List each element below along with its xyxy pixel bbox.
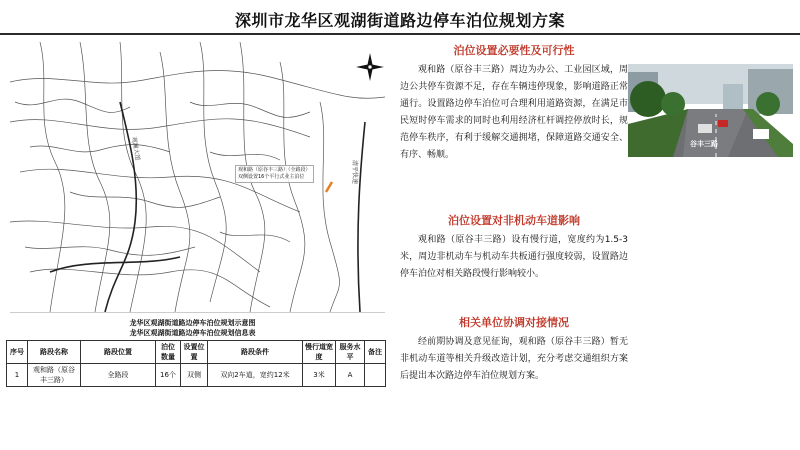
header-slow-lane-width: 慢行道宽度 (303, 341, 336, 364)
cell-berth-count: 16个 (156, 364, 181, 387)
table-caption: 龙华区观湖街道路边停车泊位规划信息表 (129, 329, 256, 337)
major-roads (50, 102, 365, 312)
header-index: 序号 (7, 341, 28, 364)
header-berth-count: 泊位数量 (156, 341, 181, 364)
map-annotation (235, 165, 314, 183)
section-coordination (400, 314, 628, 385)
header-road-section: 路段位置 (81, 341, 156, 364)
location-map (10, 42, 385, 313)
cell-road-condition: 双向2车道，宽约12米 (208, 364, 303, 387)
cell-index: 1 (7, 364, 28, 387)
map-annotation-line1: 观和路（原谷丰三路）（全路段） (238, 167, 311, 173)
road-network-drawing (10, 42, 385, 312)
cell-remarks (365, 364, 386, 387)
parking-info-table (6, 340, 386, 387)
section-necessity (400, 42, 628, 164)
map-caption: 龙华区观湖街道路边停车泊位规划示意图 (129, 319, 256, 327)
photo-label: 谷丰三路 (690, 140, 718, 148)
section-heading: 相关单位协调对接情况 (459, 316, 569, 329)
header-road-name: 路段名称 (28, 341, 81, 364)
header-road-condition: 路段条件 (208, 341, 303, 364)
header-remarks: 备注 (365, 341, 386, 364)
road-label-guanlan: 观澜大道 (130, 136, 142, 161)
cell-road-name: 观和路（原谷丰三路） (28, 364, 81, 387)
section-heading: 泊位设置必要性及可行性 (453, 44, 575, 57)
map-annotation-line2: 双侧设置16个平行式业主泊位 (238, 174, 305, 180)
table-header-row (7, 341, 386, 364)
cell-service-level: A (336, 364, 365, 387)
cell-road-section: 全路段 (81, 364, 156, 387)
table-row (7, 364, 386, 387)
cell-position: 双侧 (181, 364, 208, 387)
map-captions (0, 318, 385, 338)
header-position: 设置位置 (181, 341, 208, 364)
road-lines (10, 42, 385, 312)
section-heading: 泊位设置对非机动车道影响 (448, 214, 580, 227)
section-body: 经前期协调及意见征询，观和路（原谷丰三路）暂无非机动车道等相关升级改造计划，充分考虑交通组织方案后提出本次路边停车泊位规划方案。 (400, 337, 628, 381)
cell-slow-lane-width: 3米 (303, 364, 336, 387)
section-body: 观和路（原谷丰三路）周边为办公、工业园区域，周边公共停车资源不足，存在车辆违停现象，影响道路正常通行。设置路边停车泊位可合理利用道路资源，在满足市民短时停车需求的同时也利用经济杠杆调控停放时长，规范停车秩序，有利于缓解交通拥堵，保障道路交通安全、有序、畅顺。 (400, 65, 628, 160)
section-body: 观和路（原谷丰三路）设有慢行道，宽度约为1.5-3米，周边非机动车与机动车共板通行强度较弱，设置路边停车泊位对相关路段慢行影响较小。 (400, 235, 628, 279)
parking-segment-marker (326, 182, 332, 192)
road-label-qingping: 清平快速 (351, 160, 358, 185)
header-service-level: 服务水平 (336, 341, 365, 364)
compass-icon (356, 53, 384, 81)
section-nonmotor-impact (400, 212, 628, 283)
page-title: 深圳市龙华区观湖街道路边停车泊位规划方案 (234, 11, 565, 30)
title-divider (0, 33, 800, 35)
